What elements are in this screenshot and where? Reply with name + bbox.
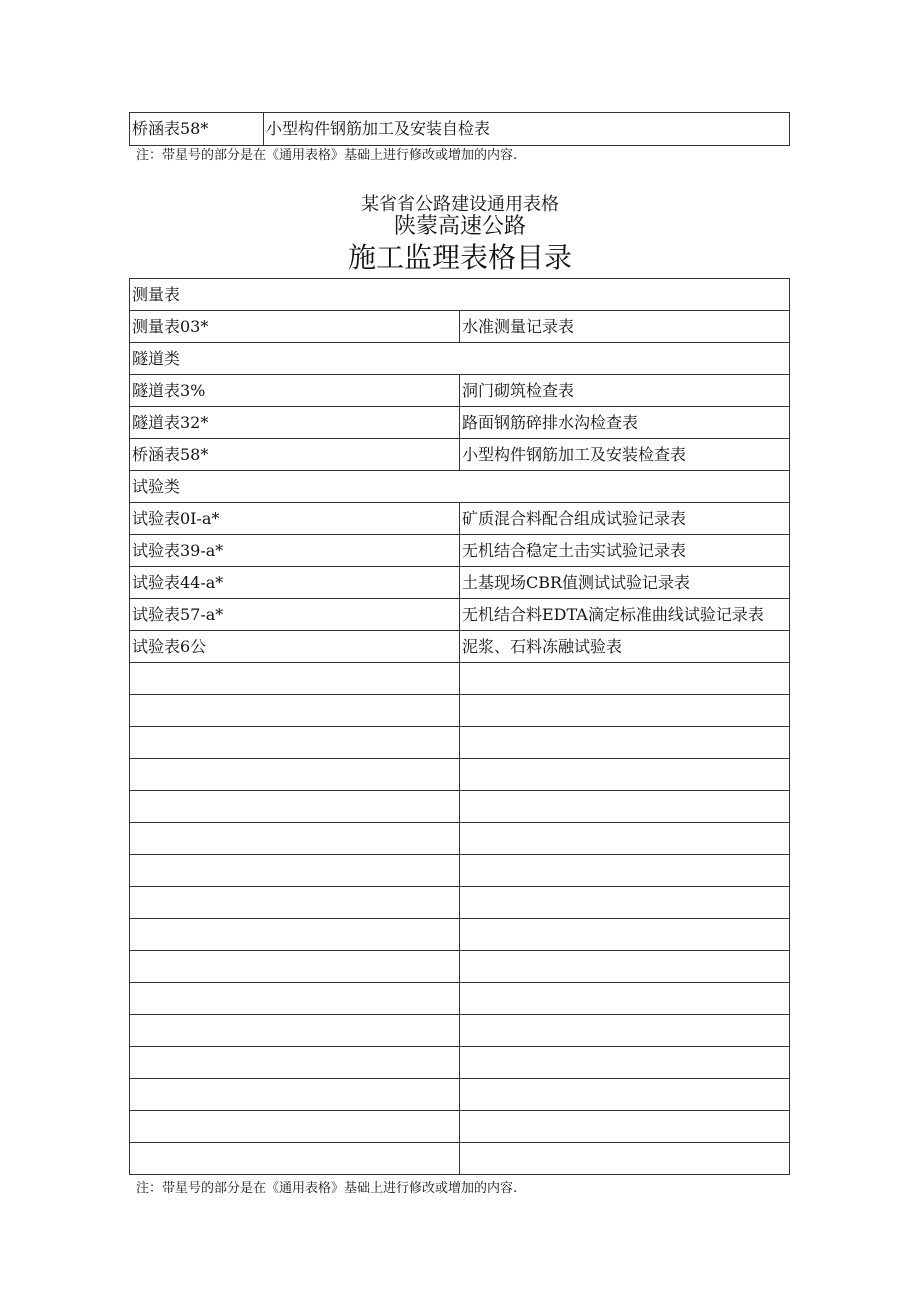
table-row [130, 535, 790, 567]
section-title: 试验类 [130, 471, 790, 503]
empty-row [130, 1143, 790, 1175]
empty-cell [460, 695, 790, 727]
table-row [130, 407, 790, 439]
section-title: 测量表 [130, 279, 790, 311]
empty-cell [130, 855, 460, 887]
empty-cell [130, 1047, 460, 1079]
form-name: 无机结合稳定土击实试验记录表 [460, 535, 790, 567]
empty-cell [460, 1047, 790, 1079]
form-name: 无机结合料EDTA滴定标准曲线试验记录表 [460, 599, 790, 631]
empty-row [130, 1015, 790, 1047]
form-code: 试验表39-a* [130, 535, 460, 567]
empty-row [130, 727, 790, 759]
empty-cell [460, 855, 790, 887]
form-code: 桥涵表58* [130, 439, 460, 471]
empty-cell [130, 1111, 460, 1143]
empty-cell [460, 919, 790, 951]
empty-cell [130, 791, 460, 823]
empty-cell [460, 1111, 790, 1143]
empty-row [130, 695, 790, 727]
empty-cell [460, 823, 790, 855]
empty-cell [130, 919, 460, 951]
form-name: 小型构件钢筋加工及安装自检表 [264, 113, 790, 146]
form-name: 小型构件钢筋加工及安装检查表 [460, 439, 790, 471]
form-name: 土基现场CBR值测试试验记录表 [460, 567, 790, 599]
section-header-row [130, 343, 790, 375]
form-code: 试验表0I-a* [130, 503, 460, 535]
empty-cell [130, 695, 460, 727]
empty-cell [130, 663, 460, 695]
form-code: 试验表57-a* [130, 599, 460, 631]
empty-cell [130, 983, 460, 1015]
empty-cell [130, 823, 460, 855]
empty-row [130, 1047, 790, 1079]
empty-row [130, 1111, 790, 1143]
empty-cell [460, 1079, 790, 1111]
empty-cell [460, 663, 790, 695]
form-name: 矿质混合料配合组成试验记录表 [460, 503, 790, 535]
empty-row [130, 823, 790, 855]
table-row [130, 375, 790, 407]
empty-cell [130, 1079, 460, 1111]
top-table [129, 112, 790, 146]
page-title: 施工监理表格目录 [347, 241, 572, 274]
empty-cell [460, 951, 790, 983]
empty-row [130, 1079, 790, 1111]
section-header-row [130, 279, 790, 311]
empty-row [130, 663, 790, 695]
form-code: 隧道表32* [130, 407, 460, 439]
empty-cell [460, 1143, 790, 1175]
section-title: 隧道类 [130, 343, 790, 375]
empty-cell [460, 887, 790, 919]
form-code: 试验表6公 [130, 631, 460, 663]
empty-row [130, 887, 790, 919]
table-row [130, 599, 790, 631]
empty-cell [130, 951, 460, 983]
empty-cell [460, 983, 790, 1015]
form-name: 洞门砌筑检查表 [460, 375, 790, 407]
form-code: 试验表44-a* [130, 567, 460, 599]
empty-row [130, 983, 790, 1015]
empty-row [130, 791, 790, 823]
empty-cell [460, 1015, 790, 1047]
road-name: 陕蒙高速公路 [393, 214, 526, 239]
table-row [130, 113, 790, 146]
table-row [130, 631, 790, 663]
empty-cell [130, 1015, 460, 1047]
document-subtitle: 某省省公路建设通用表格 [361, 194, 559, 215]
section-header-row [130, 471, 790, 503]
form-name: 泥浆、石料冻融试验表 [460, 631, 790, 663]
empty-cell [130, 1143, 460, 1175]
form-code: 隧道表3% [130, 375, 460, 407]
empty-row [130, 919, 790, 951]
form-name: 路面钢筋碎排水沟检查表 [460, 407, 790, 439]
empty-cell [130, 759, 460, 791]
footnote: 注：带星号的部分是在《通用表格》基础上进行修改或增加的内容. [136, 1181, 518, 1196]
empty-cell [130, 727, 460, 759]
empty-cell [460, 759, 790, 791]
table-row [130, 503, 790, 535]
empty-cell [460, 791, 790, 823]
form-code: 桥涵表58* [130, 113, 264, 146]
table-row [130, 311, 790, 343]
empty-row [130, 951, 790, 983]
footnote: 注：带星号的部分是在《通用表格》基础上进行修改或增加的内容. [136, 148, 518, 163]
empty-row [130, 855, 790, 887]
table-row [130, 439, 790, 471]
empty-cell [130, 887, 460, 919]
catalog-table [129, 278, 790, 1175]
empty-cell [460, 727, 790, 759]
form-name: 水准测量记录表 [460, 311, 790, 343]
form-code: 测量表03* [130, 311, 460, 343]
empty-row [130, 759, 790, 791]
table-row [130, 567, 790, 599]
